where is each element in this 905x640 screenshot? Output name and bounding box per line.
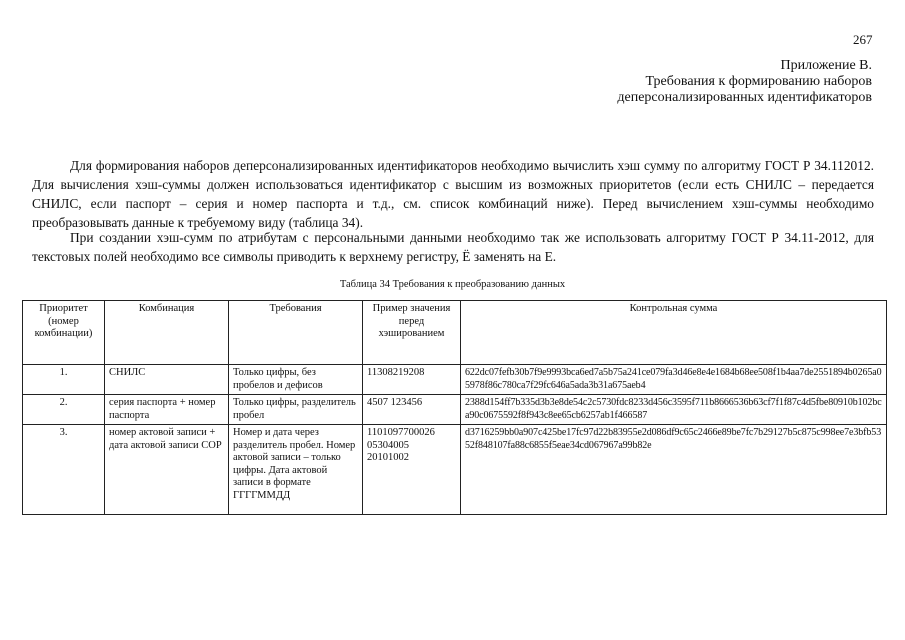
cell-example xyxy=(363,365,461,395)
header-priority: Приоритет (номер комбинации) xyxy=(23,301,105,365)
appendix-title: Приложение В. xyxy=(780,58,872,73)
cell-combination: СНИЛС xyxy=(105,365,229,395)
table-caption: Таблица 34 Требования к преобразованию данных xyxy=(339,279,566,290)
table-row xyxy=(23,395,887,425)
header-combination: Комбинация xyxy=(105,301,229,365)
body-paragraph-2 xyxy=(32,228,874,266)
table-header-row xyxy=(23,301,887,365)
cell-requirements: Только цифры, разделитель пробел xyxy=(229,395,363,425)
cell-example xyxy=(363,425,461,515)
cell-priority: 2. xyxy=(23,395,105,425)
cell-checksum: d3716259bb0a907c425be17fc97d22b83955e2d086df9c65c2466e89be7fc7b29127b5c875c998ee7e3bfb5352f848107fa88c6855f5eae34cd067967a99b82e xyxy=(461,425,887,515)
appendix-subtitle-line2: деперсонализированных идентификаторов xyxy=(617,90,872,105)
cell-requirements: Только цифры, без пробелов и дефисов xyxy=(229,365,363,395)
body-paragraph-1 xyxy=(32,156,874,232)
header-example: Пример значения перед хэшированием xyxy=(363,301,461,365)
cell-priority: 1. xyxy=(23,365,105,395)
cell-example xyxy=(363,395,461,425)
requirements-table xyxy=(22,300,887,515)
cell-requirements: Номер и дата через разделитель пробел. Номер актовой записи – только цифры. Дата актовой записи в формате ГГГГММДД xyxy=(229,425,363,515)
table-row xyxy=(23,425,887,515)
table-row xyxy=(23,365,887,395)
paragraph-text: При создании хэш-сумм по атрибутам с персональными данными необходимо так же использовать алгоритму ГОСТ Р 34.11-2012, для текстовых полей необходимо все символы приводить к верхнему регистру, Ё заменять на Е. xyxy=(32,230,874,264)
cell-combination: серия паспорта + номер паспорта xyxy=(105,395,229,425)
example-value: 11308219208 xyxy=(367,367,425,378)
cell-priority: 3. xyxy=(23,425,105,515)
header-requirements: Требования xyxy=(229,301,363,365)
page-number: 267 xyxy=(853,32,873,47)
cell-checksum: 622dc07fefb30b7f9e9993bca6ed7a5b75a241ce079fa3d46e8e4e1684b68ee508f1b4aa7de2551894b0265a05978f86c780ca7f29fc646a5ada3b31a675aeb4 xyxy=(461,365,887,395)
appendix-subtitle-line1: Требования к формированию наборов xyxy=(645,74,872,89)
cell-checksum: 2388d154ff7b335d3b3e8de54c2c5730fdc8233d456c3595f711b8666536b63cf7f1f87c4d5fbe80910b102bca90c0675592f8f943c8ee65cb6257ab1f466587 xyxy=(461,395,887,425)
example-value: 20101002 xyxy=(367,452,409,463)
header-checksum: Контрольная сумма xyxy=(461,301,887,365)
appendix-heading xyxy=(617,58,872,106)
example-value: 4507 123456 xyxy=(367,397,423,408)
example-value: 1101097700026 xyxy=(367,427,435,438)
paragraph-text: Для формирования наборов деперсонализированных идентификаторов необходимо вычислить хэш сумму по алгоритму ГОСТ Р 34.112012. Для вычисления хэш-суммы должен использоваться идентификатор с высшим из возможных приоритетов (если есть СНИЛС – передается СНИЛС, если паспорт – серия и номер паспорта и т.д., см. список комбинаций ниже). Перед вычислением хэш-суммы необходимо преобразовывать данные к требуемому виду (таблица 34). xyxy=(32,158,874,230)
cell-combination: номер актовой записи + дата актовой записи СОР xyxy=(105,425,229,515)
example-value: 05304005 xyxy=(367,439,409,451)
